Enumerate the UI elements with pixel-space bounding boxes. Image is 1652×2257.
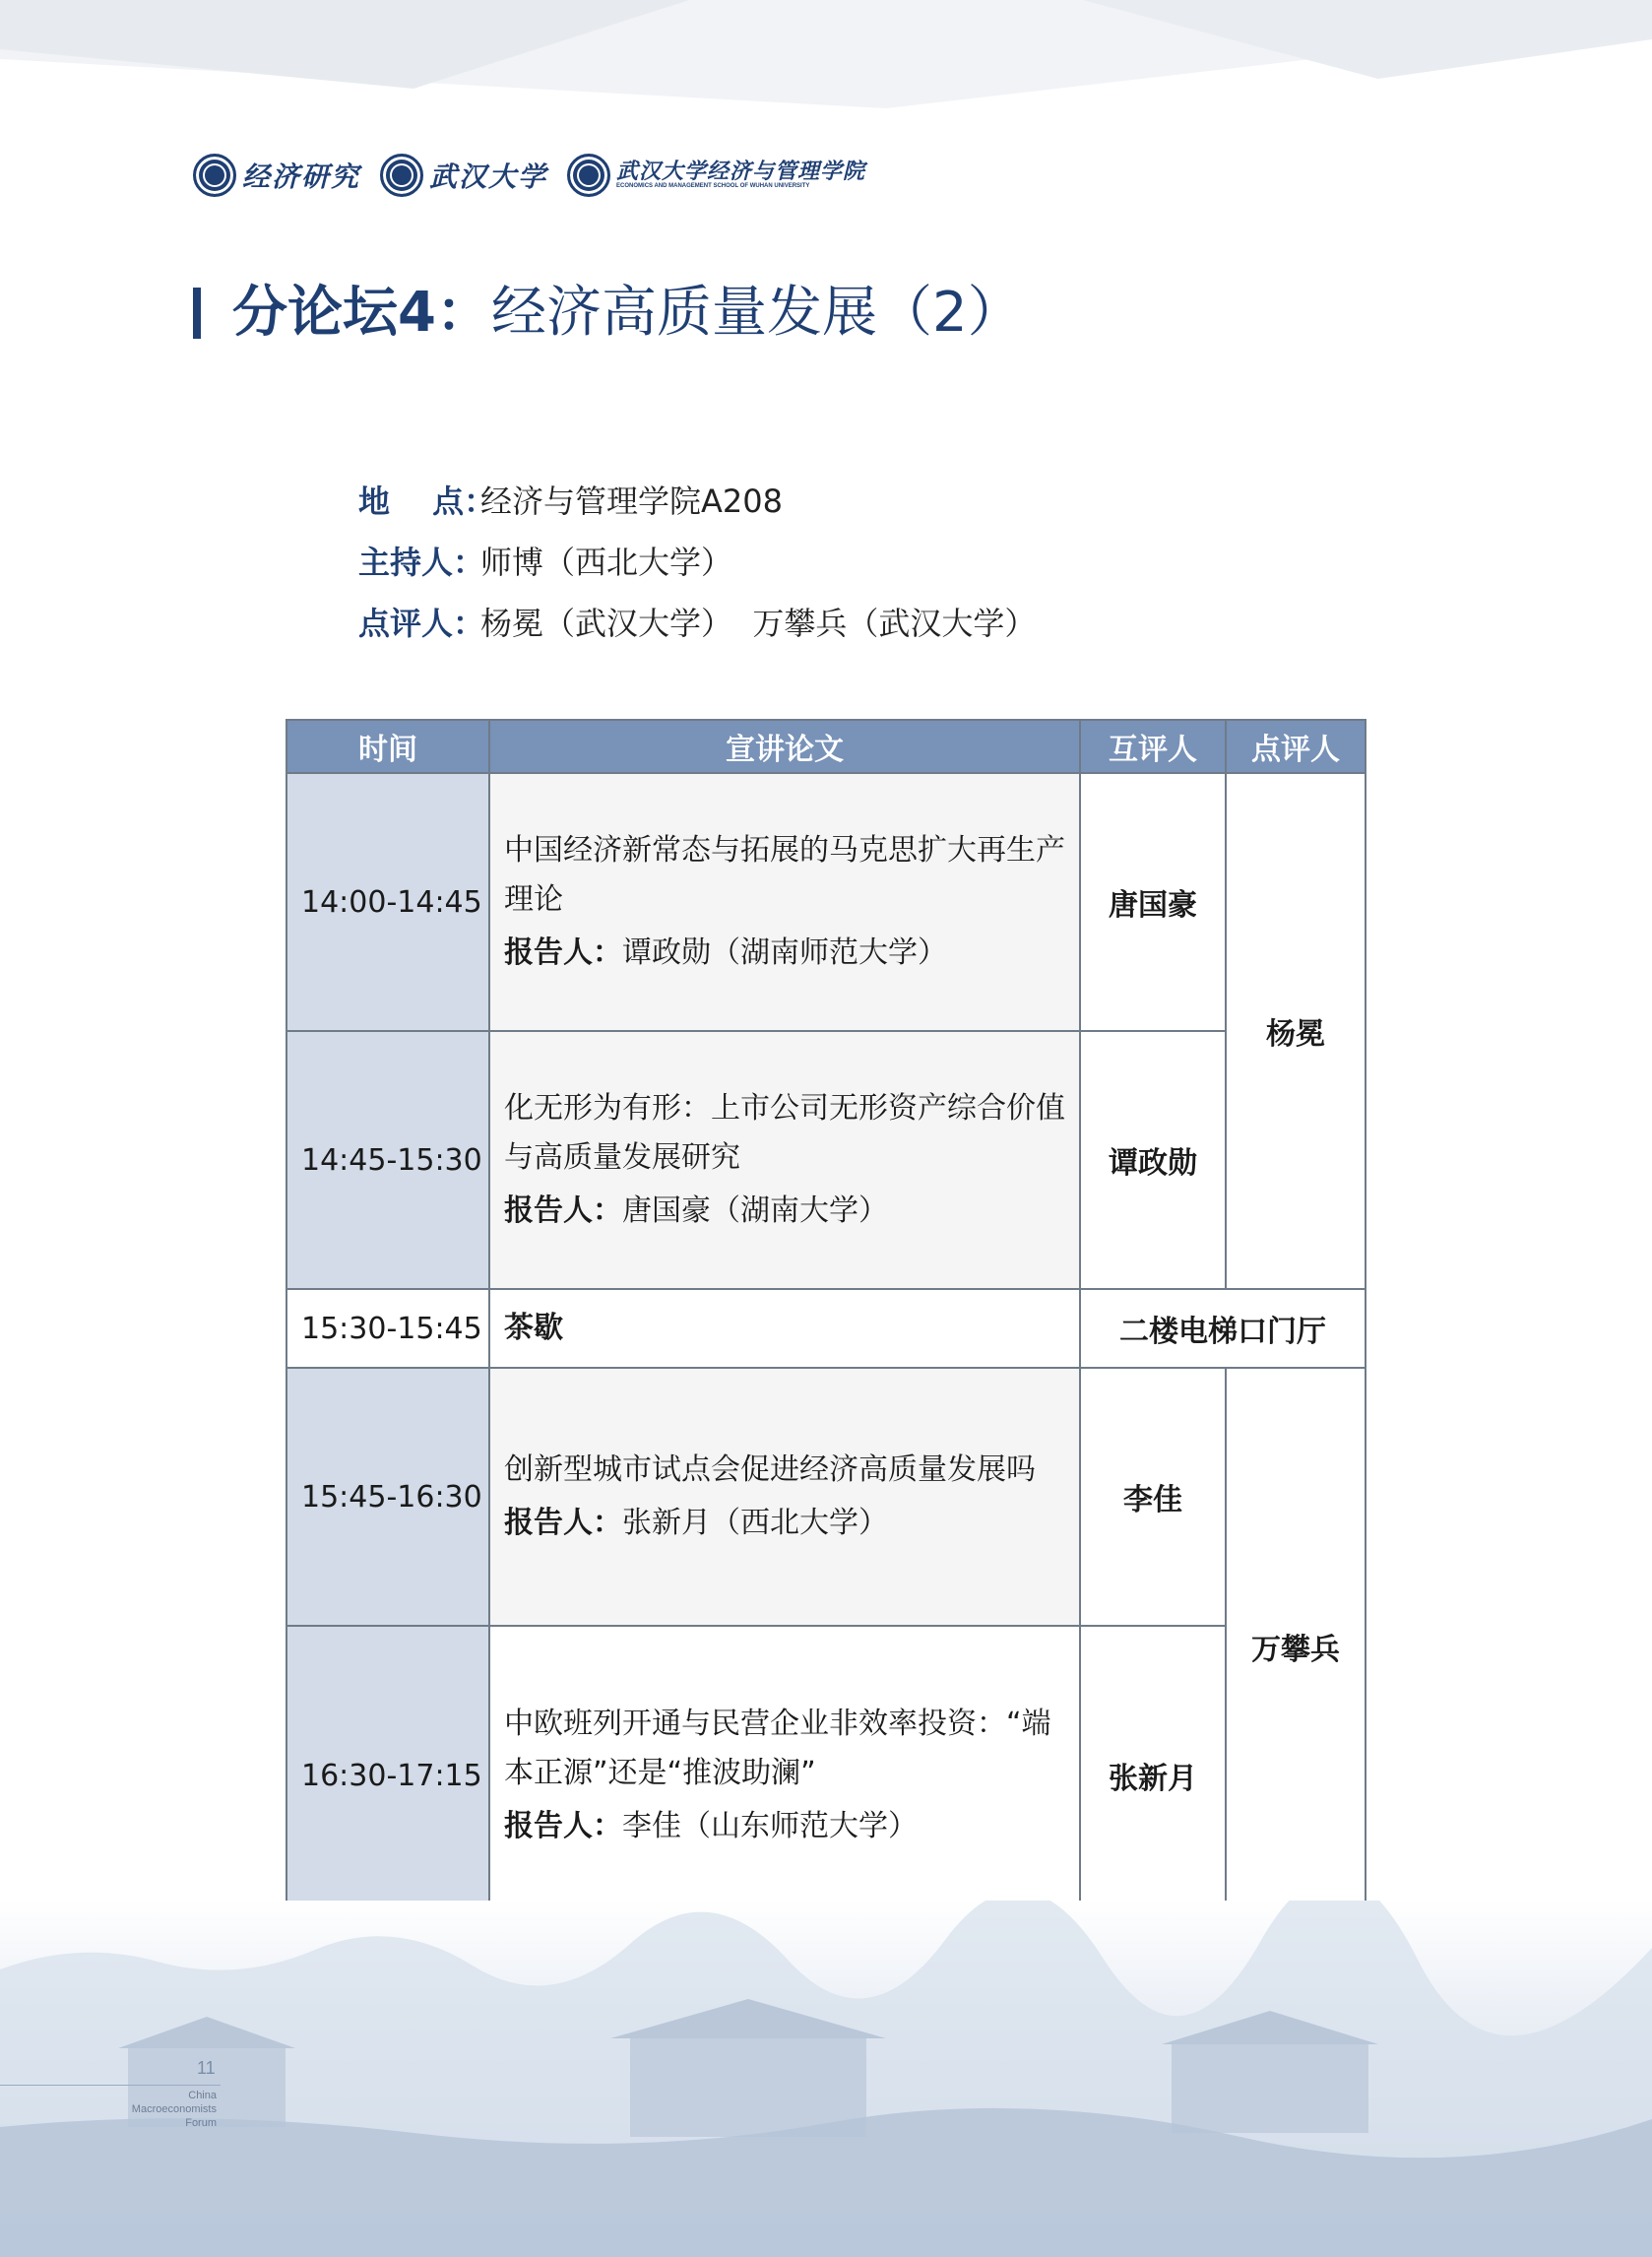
time-cell: 16:30-17:15 (286, 1626, 489, 1925)
table-header-row (286, 720, 1366, 773)
peer-cell: 唐国豪 (1080, 773, 1226, 1031)
presenter: 报告人：李佳（山东师范大学） (504, 1809, 918, 1843)
presenter: 报告人：谭政勋（湖南师范大学） (504, 935, 947, 970)
peer-cell: 李佳 (1080, 1368, 1226, 1626)
paper-cell (489, 773, 1080, 1031)
economic-research-logo: 经济研究 (193, 154, 360, 197)
reviewer-cell: 杨冕 (1226, 773, 1366, 1289)
table-row (286, 1626, 1366, 1925)
time-cell: 14:00-14:45 (286, 773, 489, 1031)
break-row (286, 1289, 1366, 1368)
page-title (232, 276, 1023, 351)
footer-divider (0, 2085, 221, 2086)
header-reviewer: 点评人 (1226, 720, 1366, 773)
table-row (286, 773, 1366, 1031)
presenter: 报告人：张新月（西北大学） (504, 1506, 888, 1540)
seal-icon (193, 154, 236, 197)
seal-icon (380, 154, 423, 197)
peer-cell: 张新月 (1080, 1626, 1226, 1925)
paper-cell (489, 1368, 1080, 1626)
break-cell: 茶歇 (489, 1289, 1080, 1368)
location-row (358, 471, 1036, 532)
peer-cell: 谭政勋 (1080, 1031, 1226, 1289)
presenter: 报告人：唐国豪（湖南大学） (504, 1193, 888, 1228)
table-row (286, 1031, 1366, 1289)
title-forum: 分论坛4： (232, 281, 491, 345)
campus-skyline-image (0, 1901, 1652, 2257)
host-row (358, 532, 1036, 593)
location-value: 经济与管理学院A208 (480, 483, 783, 520)
header-time: 时间 (286, 720, 489, 773)
reviewer-value: 杨冕（武汉大学） 万攀兵（武汉大学） (480, 605, 1037, 642)
title-accent-bar (193, 288, 201, 339)
time-cell: 15:45-16:30 (286, 1368, 489, 1626)
header-peer: 互评人 (1080, 720, 1226, 773)
session-info (358, 471, 1036, 654)
paper-cell (489, 1626, 1080, 1925)
schedule-table (286, 719, 1366, 1926)
location-label: 地 点： (358, 483, 496, 520)
page-number: 11 (197, 2058, 216, 2078)
reviewer-cell: 万攀兵 (1226, 1368, 1366, 1925)
time-cell: 14:45-15:30 (286, 1031, 489, 1289)
whu-logo: 武汉大学 (380, 154, 547, 197)
footer-brand: China Macroeconomists Forum (131, 2090, 217, 2129)
time-cell: 15:30-15:45 (286, 1289, 489, 1368)
paper-title: 创新型城市试点会促进经济高质量发展吗 (504, 1452, 1036, 1487)
paper-title: 中国经济新常态与拓展的马克思扩大再生产理论 (504, 833, 1065, 917)
reviewer-row (358, 593, 1036, 654)
whu-ems-logo: 武汉大学经济与管理学院 ECONOMICS AND MANAGEMENT SCHOOL OF WUHAN UNIVERSITY (567, 154, 865, 197)
title-topic: 经济高质量发展（2） (490, 281, 1023, 345)
header-paper: 宣讲论文 (489, 720, 1080, 773)
host-value: 师博（西北大学） (480, 544, 733, 581)
host-label: 主持人： (358, 544, 485, 581)
paper-title: 中欧班列开通与民营企业非效率投资：“端本正源”还是“推波助澜” (504, 1707, 1051, 1790)
paper-title: 化无形为有形：上市公司无形资产综合价值与高质量发展研究 (504, 1091, 1065, 1175)
reviewer-label: 点评人： (358, 605, 485, 642)
logo-bar (193, 150, 885, 201)
table-row (286, 1368, 1366, 1626)
header-decoration (0, 0, 1652, 138)
seal-icon (567, 154, 610, 197)
paper-cell (489, 1031, 1080, 1289)
break-place-cell: 二楼电梯口门厅 (1080, 1289, 1366, 1368)
